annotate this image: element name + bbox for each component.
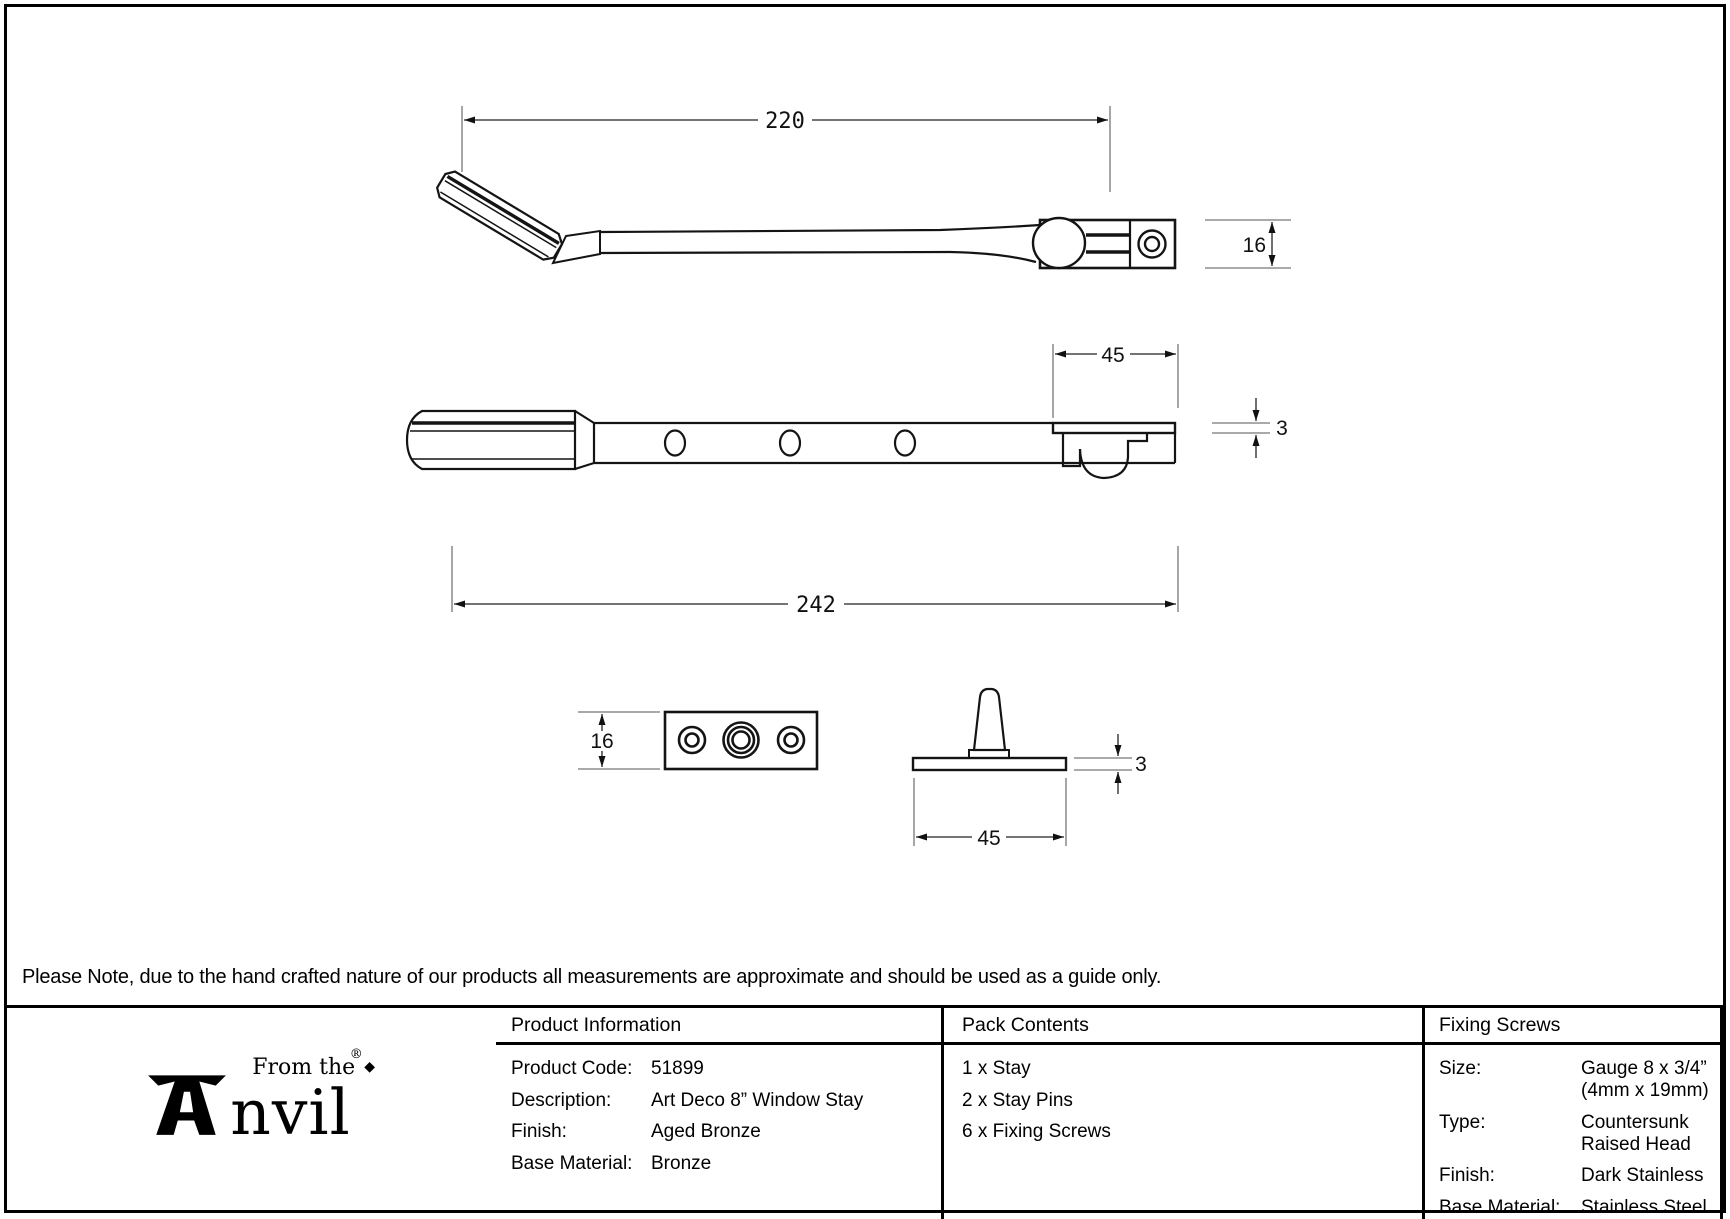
field-value: Countersunk Raised Head bbox=[1581, 1111, 1691, 1155]
diamond-icon: ◆ bbox=[364, 1059, 375, 1076]
measurement-disclaimer bbox=[7, 950, 1723, 1008]
field-label: Type: bbox=[1439, 1111, 1486, 1133]
from-the-anvil-logo bbox=[146, 1047, 375, 1150]
dim-label-3-pin: 3 bbox=[1135, 753, 1147, 776]
logo-tagline: From the ◆ bbox=[252, 1055, 375, 1081]
field-value: Gauge 8 x 3/4” (4mm x 19mm) bbox=[1581, 1058, 1709, 1101]
dim-label-220: 220 bbox=[765, 109, 805, 134]
disclaimer-text: Please Note, due to the hand crafted nature of our products all measurements are approximate and should be used as a guide only. bbox=[22, 966, 1162, 988]
field-value: Dark Stainless bbox=[1581, 1165, 1704, 1186]
pack-contents-cell bbox=[944, 1045, 1425, 1219]
header-pack-contents: Pack Contents bbox=[944, 1008, 1425, 1045]
pack-item: 6 x Fixing Screws bbox=[962, 1121, 1111, 1142]
dim-label-242: 242 bbox=[796, 593, 836, 618]
header-product-information: Product Information bbox=[496, 1008, 944, 1045]
field-label: Base Material: bbox=[511, 1152, 633, 1174]
stay-side-view-drawing bbox=[434, 106, 1291, 268]
field-label: Product Code: bbox=[511, 1058, 633, 1079]
dim-label-16-keeper: 16 bbox=[590, 730, 614, 753]
dim-label-45-plate: 45 bbox=[1101, 344, 1125, 367]
field-value: 51899 bbox=[651, 1058, 704, 1079]
registered-trademark-icon: ® bbox=[349, 1047, 363, 1063]
header-fixing-screws: Fixing Screws bbox=[1425, 1008, 1723, 1045]
spec-table bbox=[7, 1008, 1723, 1218]
field-label: Finish: bbox=[511, 1121, 567, 1142]
dim-label-3-plate: 3 bbox=[1276, 417, 1288, 440]
keeper-plate-drawing bbox=[578, 712, 817, 769]
pack-item: 1 x Stay bbox=[962, 1058, 1031, 1079]
dim-label-45-pin: 45 bbox=[977, 827, 1001, 850]
field-value: Stainless Steel bbox=[1581, 1196, 1707, 1218]
field-label: Size: bbox=[1439, 1058, 1482, 1079]
stay-pin-drawing bbox=[913, 689, 1147, 850]
stay-flat-view-drawing bbox=[407, 344, 1288, 618]
field-label: Base Material: bbox=[1439, 1196, 1561, 1218]
field-label: Finish: bbox=[1439, 1165, 1495, 1186]
anvil-icon bbox=[146, 1065, 228, 1137]
fixing-screws-cell bbox=[1425, 1045, 1723, 1219]
logo-wordmark: nvil bbox=[230, 1076, 351, 1150]
field-label: Description: bbox=[511, 1089, 612, 1111]
technical-drawing bbox=[7, 7, 1723, 950]
pack-item: 2 x Stay Pins bbox=[962, 1089, 1073, 1111]
product-information-cell bbox=[496, 1045, 944, 1219]
field-value: Aged Bronze bbox=[651, 1121, 761, 1142]
field-value: Art Deco 8” Window Stay bbox=[651, 1089, 864, 1111]
brand-logo-cell bbox=[7, 1008, 496, 1219]
field-value: Bronze bbox=[651, 1152, 712, 1174]
dim-label-16-bracket: 16 bbox=[1242, 234, 1266, 257]
